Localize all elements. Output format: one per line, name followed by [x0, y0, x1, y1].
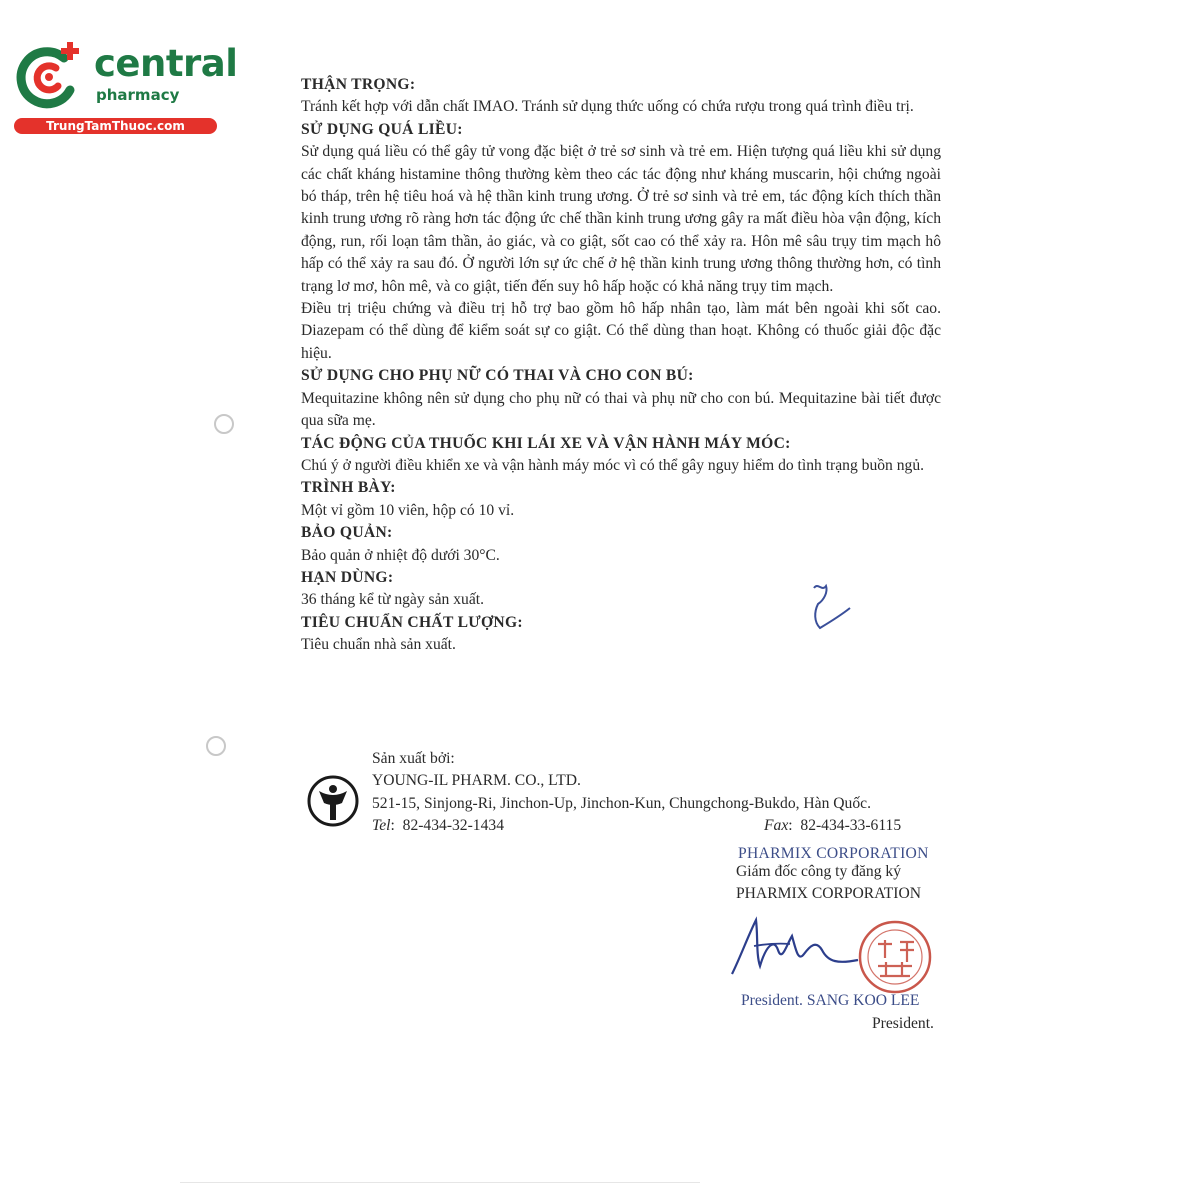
section-heading: SỬ DỤNG QUÁ LIỀU:: [301, 120, 463, 138]
section-paragraph: Mequitazine không nên sử dụng cho phụ nữ có thai và phụ nữ cho con bú. Mequitazine bài tiết được qua sữa mẹ.: [301, 389, 941, 430]
signatory-role: Giám đốc công ty đăng ký: [736, 863, 901, 880]
president-label: President.: [872, 1015, 934, 1032]
section-paragraph: Tránh kết hợp với dẫn chất IMAO. Tránh sử dụng thức uống có chứa rượu trong quá trình điều trị.: [301, 98, 914, 116]
section-heading: TIÊU CHUẨN CHẤT LƯỢNG:: [301, 613, 523, 631]
section-paragraph: Điều trị triệu chứng và điều trị hỗ trợ bao gồm hô hấp nhân tạo, làm mát bên ngoài khi sốt cao. Diazepam có thể dùng để kiểm soát sự co giật. Có thể dùng than hoạt. Không có thuốc giải độc đặc hiệu.: [301, 300, 941, 362]
manufacturer-tel: Tel: 82-434-32-1434: [372, 817, 504, 834]
manufacturer-block: [306, 748, 946, 843]
signature-icon: [726, 910, 866, 984]
section-paragraph: Bảo quản ở nhiệt độ dưới 30°C.: [301, 546, 500, 564]
manufacturer-fax: Fax: 82-434-33-6115: [764, 817, 902, 834]
section-heading: BẢO QUẢN:: [301, 524, 393, 542]
handwritten-mark-icon: [800, 578, 854, 638]
manufacturer-intro: Sản xuất bởi:: [372, 750, 455, 767]
manufacturer-address: 521-15, Sinjong-Ri, Jinchon-Up, Jinchon-Kun, Chungchong-Bukdo, Hàn Quốc.: [372, 795, 871, 812]
fax-number: 82-434-33-6115: [800, 817, 902, 834]
punch-hole-mark: [206, 736, 226, 756]
logo-subtitle: pharmacy: [96, 86, 180, 104]
leaflet-body: [301, 74, 941, 657]
logo-name: central: [94, 42, 238, 85]
young-il-logo-icon: [306, 774, 360, 828]
company-seal-icon: [856, 918, 934, 996]
company-stamp: PHARMIX CORPORATION: [738, 845, 929, 862]
signatory-company: PHARMIX CORPORATION: [736, 885, 921, 903]
section-paragraph: 36 tháng kể từ ngày sản xuất.: [301, 591, 484, 609]
section-paragraph: Tiêu chuẩn nhà sản xuất.: [301, 636, 456, 654]
president-stamp: President. SANG KOO LEE: [741, 992, 920, 1009]
central-pharmacy-logo: [8, 36, 238, 136]
fax-label: Fax: [764, 817, 789, 834]
section-paragraph: Sử dụng quá liều có thể gây tử vong đặc biệt ở trẻ sơ sinh và trẻ em. Hiện tượng quá liều khi sử dụng các chất kháng histamine thông thường kèm theo các tác động như kháng muscarin, hội chứng ngoài bó tháp, trên hệ tiêu hoá và hệ thần kinh trung ương. Ở trẻ sơ sinh và trẻ em, tác động kích thích thần kinh trung ương rõ ràng hơn tác động ức chế thần kinh trung ương gây ra mất điều hòa vận động, kích động, run, rối loạn tâm thần, ảo giác, và co giật, sốt cao có thể xảy ra. Hôn mê sâu trụy tim mạch hô hấp có thể xảy ra sau đó. Ở người lớn sự ức chế ở hệ thần kinh trung ương thông thường hơn, có tình trạng lơ mơ, hôn mê, và co giật, tiến đến suy hô hấp hoặc có khả năng trụy tim mạch.: [301, 143, 941, 295]
signatory-block: [736, 861, 946, 906]
logo-url: TrungTamThuoc.com: [14, 118, 217, 134]
section-paragraph: Chú ý ở người điều khiển xe và vận hành máy móc vì có thể gây nguy hiểm do tình trạng buồn ngủ.: [301, 456, 925, 474]
section-paragraph: Một vỉ gồm 10 viên, hộp có 10 vỉ.: [301, 501, 515, 519]
section-heading: HẠN DÙNG:: [301, 568, 394, 586]
manufacturer-name: YOUNG-IL PHARM. CO., LTD.: [372, 772, 581, 789]
section-heading: TÁC ĐỘNG CỦA THUỐC KHI LÁI XE VÀ VẬN HÀNH MÁY MÓC:: [301, 434, 791, 452]
tel-number: 82-434-32-1434: [402, 817, 504, 834]
scan-edge-divider: [180, 1182, 700, 1183]
tel-label: Tel: [372, 817, 391, 834]
section-heading: TRÌNH BÀY:: [301, 479, 396, 497]
central-pharmacy-logo-icon: [12, 40, 86, 114]
section-heading: SỬ DỤNG CHO PHỤ NỮ CÓ THAI VÀ CHO CON BÚ:: [301, 367, 694, 385]
section-heading: THẬN TRỌNG:: [301, 76, 416, 93]
punch-hole-mark: [214, 414, 234, 434]
